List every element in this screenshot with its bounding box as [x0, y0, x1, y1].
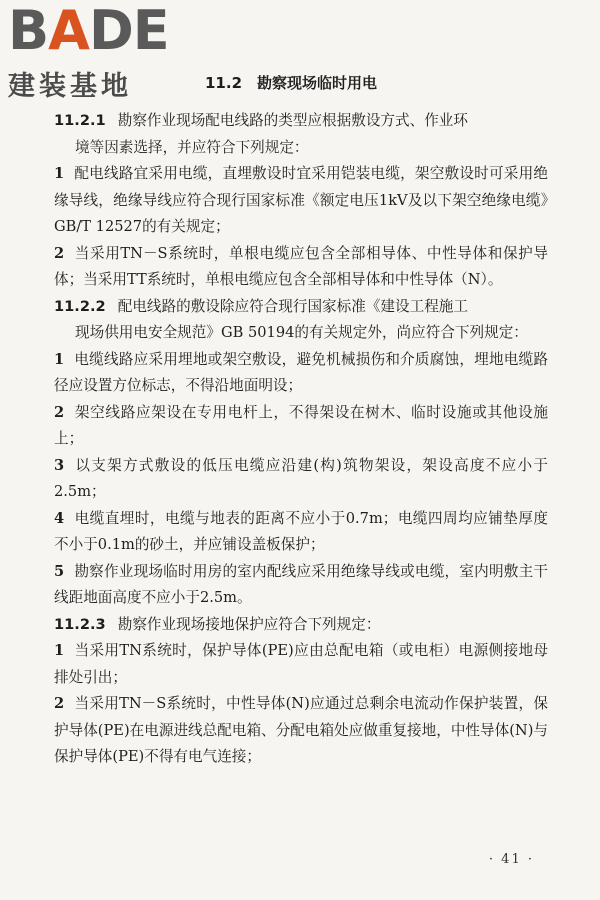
item-number: 1	[54, 642, 65, 659]
item-text: 以支架方式敷设的低压电缆应沿建(构)筑物架设，架设高度不应小于2.5m；	[54, 456, 548, 500]
item-number: 2	[54, 695, 65, 712]
item-number: 4	[54, 509, 65, 527]
bade-logo	[8, 0, 178, 103]
list-item	[54, 161, 548, 241]
item-number: 3	[54, 456, 65, 474]
clause-continuation: 境等因素选择，并应符合下列规定：	[75, 138, 309, 156]
clause-text: 勘察作业现场配电线路的类型应根据敷设方式、作业环	[117, 112, 468, 129]
clause-heading	[54, 294, 548, 321]
item-text: 电缆直埋时，电缆与地表的距离不应小于0.7m；电缆四周均应铺垫厚度不小于0.1m的砂土，并应铺设盖板保护；	[54, 509, 548, 553]
clause-11-2-3	[54, 612, 548, 771]
list-item	[54, 638, 548, 691]
clause-11-2-2	[54, 294, 548, 612]
item-number: 2	[54, 244, 65, 262]
item-text: 勘察作业现场临时用房的室内配线应采用绝缘导线或电缆，室内明敷主干线距地面高度不应小于2.5m。	[54, 562, 548, 606]
item-number: 1	[54, 165, 65, 182]
clause-text: 勘察作业现场接地保护应符合下列规定：	[117, 615, 381, 633]
item-text: 当采用TN－S系统时，中性导体(N)应通过总剩余电流动作保护装置，保护导体(PE)在电源进线总配电箱、分配电箱处应做重复接地，中性导体(N)与保护导体(PE)不得有电气连接；	[54, 695, 548, 765]
logo-letter-accent: A	[48, 0, 89, 62]
item-number: 1	[54, 350, 65, 368]
logo-letters: DE	[88, 0, 169, 62]
clause-11-2-1	[54, 108, 548, 294]
item-text: 配电线路宜采用电缆，直埋敷设时宜采用铠装电缆，架空敷设时可采用绝缘导线，绝缘导线应符合现行国家标准《额定电压1kV及以下架空绝缘电缆》GB/T 12527的有关规定；	[54, 165, 548, 235]
clause-number: 11.2.3	[54, 615, 106, 633]
document-body	[54, 108, 548, 771]
list-item	[54, 691, 548, 771]
list-item	[54, 400, 548, 453]
item-text: 架空线路应架设在专用电杆上，不得架设在树木、临时设施或其他设施上；	[54, 403, 548, 447]
item-number: 2	[54, 403, 65, 421]
page-number: · 41 ·	[488, 852, 534, 867]
clause-heading	[54, 612, 548, 639]
list-item	[54, 453, 548, 506]
clause-continuation: 现场供用电安全规范》GB 50194的有关规定外，尚应符合下列规定：	[75, 324, 528, 341]
list-item	[54, 347, 548, 400]
list-item	[54, 506, 548, 559]
item-number: 5	[54, 562, 65, 580]
item-text: 电缆线路应采用埋地或架空敷设，避免机械损伤和介质腐蚀，埋地电缆路径应设置方位标志，不得沿地面明设；	[54, 350, 548, 394]
logo-letter: B	[8, 0, 49, 62]
logo-subtitle: 建装基地	[8, 71, 132, 102]
list-item	[54, 559, 548, 612]
clause-number: 11.2.1	[54, 112, 106, 129]
clause-number: 11.2.2	[54, 297, 106, 315]
section-title: 11.2 勘察现场临时用电	[205, 74, 378, 92]
clause-heading	[54, 108, 548, 135]
list-item	[54, 241, 548, 294]
clause-text: 配电线路的敷设除应符合现行国家标准《建设工程施工	[117, 297, 468, 315]
item-text: 当采用TN－S系统时，单根电缆应包含全部相导体、中性导体和保护导体；当采用TT系统时，单根电缆应包含全部相导体和中性导体（N）。	[54, 244, 548, 288]
item-text: 当采用TN系统时，保护导体(PE)应由总配电箱（或电柜）电源侧接地母排处引出；	[54, 642, 548, 686]
logo-wordmark	[8, 0, 178, 62]
